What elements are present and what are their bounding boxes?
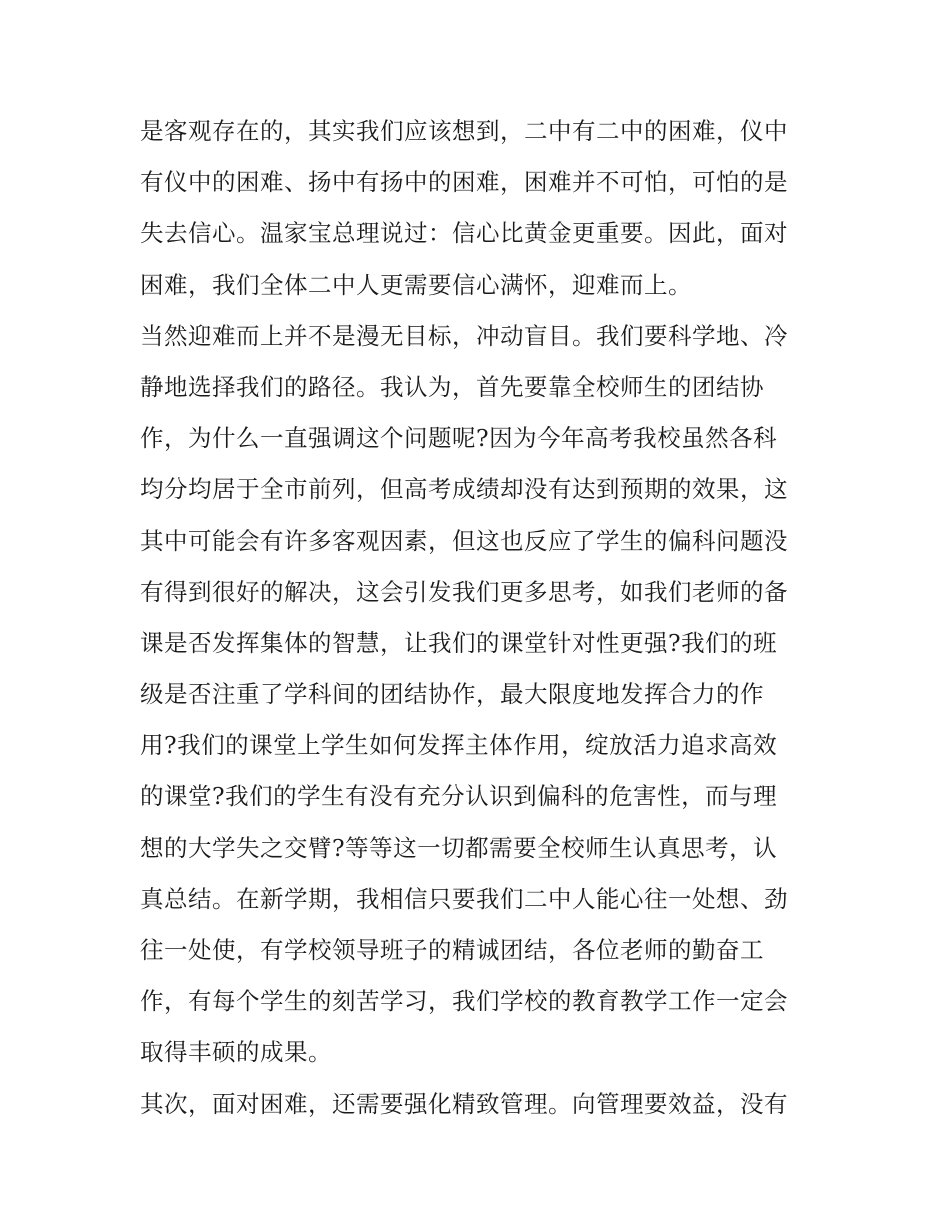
paragraph-3: [140, 1085, 820, 1136]
text-line: 的课堂?我们的学生有没有充分认识到偏科的危害性，而与理: [140, 782, 778, 811]
text-line: 静地选择我们的路径。我认为，首先要靠全校师生的团结协: [140, 372, 764, 401]
text-line: 其中可能会有许多客观因素，但这也反应了学生的偏科问题没: [140, 526, 788, 555]
text-line: 有仪中的困难、扬中有扬中的困难，困难并不可怕，可怕的是: [140, 168, 788, 197]
text-line: 困难，我们全体二中人更需要信心满怀，迎难而上。: [140, 270, 692, 299]
text-line: 当然迎难而上并不是漫无目标，冲动盲目。我们要科学地、冷: [140, 321, 788, 350]
text-line: 课是否发挥集体的智慧，让我们的课堂针对性更强?我们的班: [140, 628, 778, 657]
text-line: 失去信心。温家宝总理说过：信心比黄金更重要。因此，面对: [140, 219, 788, 248]
paragraph-1: [140, 112, 820, 317]
text-line: 真总结。在新学期，我相信只要我们二中人能心往一处想、劲: [140, 884, 788, 913]
paragraph-2: [140, 317, 820, 1085]
text-line: 用?我们的课堂上学生如何发挥主体作用，绽放活力追求高效: [140, 731, 778, 760]
text-line: 想的大学失之交臂?等等这一切都需要全校师生认真思考，认: [140, 833, 778, 862]
text-line: 作，为什么一直强调这个问题呢?因为今年高考我校虽然各科: [140, 424, 778, 453]
text-line: 均分均居于全市前列，但高考成绩却没有达到预期的效果，这: [140, 475, 788, 504]
body-text: [140, 112, 820, 1136]
text-line: 有得到很好的解决，这会引发我们更多思考，如我们老师的备: [140, 577, 788, 606]
text-line: 其次，面对困难，还需要强化精致管理。向管理要效益，没有: [140, 1089, 788, 1118]
text-line: 是客观存在的，其实我们应该想到，二中有二中的困难，仪中: [140, 117, 788, 145]
text-line: 级是否注重了学科间的团结协作，最大限度地发挥合力的作: [140, 680, 764, 709]
text-line: 往一处使，有学校领导班子的精诚团结，各位老师的勤奋工: [140, 936, 764, 964]
text-line: 取得丰硕的成果。: [140, 1038, 332, 1067]
text-line: 作，有每个学生的刻苦学习，我们学校的教育教学工作一定会: [140, 987, 788, 1016]
